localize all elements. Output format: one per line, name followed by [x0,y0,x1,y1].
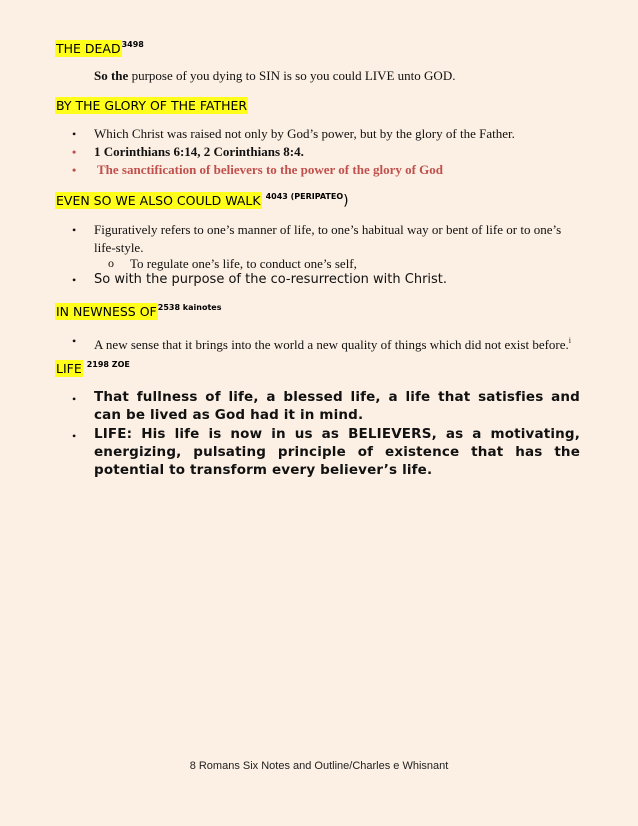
life-bullet-2: LIFE: His life is now in us as BELIEVERS, as a motivating, energizing, pulsating principle of existence that has the potential to transform every believer’s life. [94,426,580,478]
walk-sub-bullet: To regulate one’s life, to conduct one’s self, [130,256,357,271]
newness-bullet-text: A new sense that it brings into the world a new quality of things which did not exist before. [94,337,569,352]
strongs-number: 3498 [121,40,144,49]
heading-text: BY THE GLORY OF THE FATHER [56,98,248,113]
glory-bullet-3: The sanctification of believers to the power of the glory of God [97,162,444,177]
heading-text: EVEN SO WE ALSO COULD WALK [56,193,261,208]
heading-text: THE DEAD [56,41,121,56]
sub-bullet-icon: o [108,256,114,270]
bullet-icon: • [72,334,77,348]
walk-bullet-1: Figuratively refers to one’s manner of life, to one’s habitual way or bent of life or to one’s life-style. [94,222,562,255]
bullet-icon: • [72,145,77,159]
heading-newness [55,303,221,319]
heading-the-dead [55,40,144,56]
strongs-number: 4043 (PERIPATEO [265,192,344,201]
footnote-ref[interactable]: i [568,336,572,345]
paragraph-lead: So the [94,68,129,83]
heading-text: LIFE [56,361,82,376]
life-bullet-1: That fullness of life, a blessed life, a life that satisfies and can be lived as God had it in mind. [94,389,580,423]
heading-life [55,360,130,376]
strongs-number: 2198 ZOE [86,360,130,369]
walk-bullet-2: So with the purpose of the co-resurrection with Christ. [94,272,448,287]
closing-paren: ) [343,193,349,209]
page-footer: 8 Romans Six Notes and Outline/Charles e Whisnant [189,760,449,772]
dead-paragraph [94,68,455,84]
bullet-icon: • [72,429,77,443]
bullet-icon: • [72,127,77,141]
heading-text: IN NEWNESS OF [56,304,157,319]
glory-bullet-2: 1 Corinthians 6:14, 2 Corinthians 8:4. [94,144,304,159]
bullet-icon: • [72,163,77,177]
glory-bullet-1: Which Christ was raised not only by God’s power, but by the glory of the Father. [94,126,515,141]
heading-glory [55,98,248,113]
bullet-icon: • [72,273,77,287]
bullet-icon: • [72,223,77,237]
heading-walk [55,192,349,209]
newness-bullet [94,332,571,354]
paragraph-rest: purpose of you dying to SIN is so you could LIVE unto GOD. [128,68,456,83]
bullet-icon: • [72,392,77,406]
strongs-number: 2538 kainotes [157,303,222,312]
